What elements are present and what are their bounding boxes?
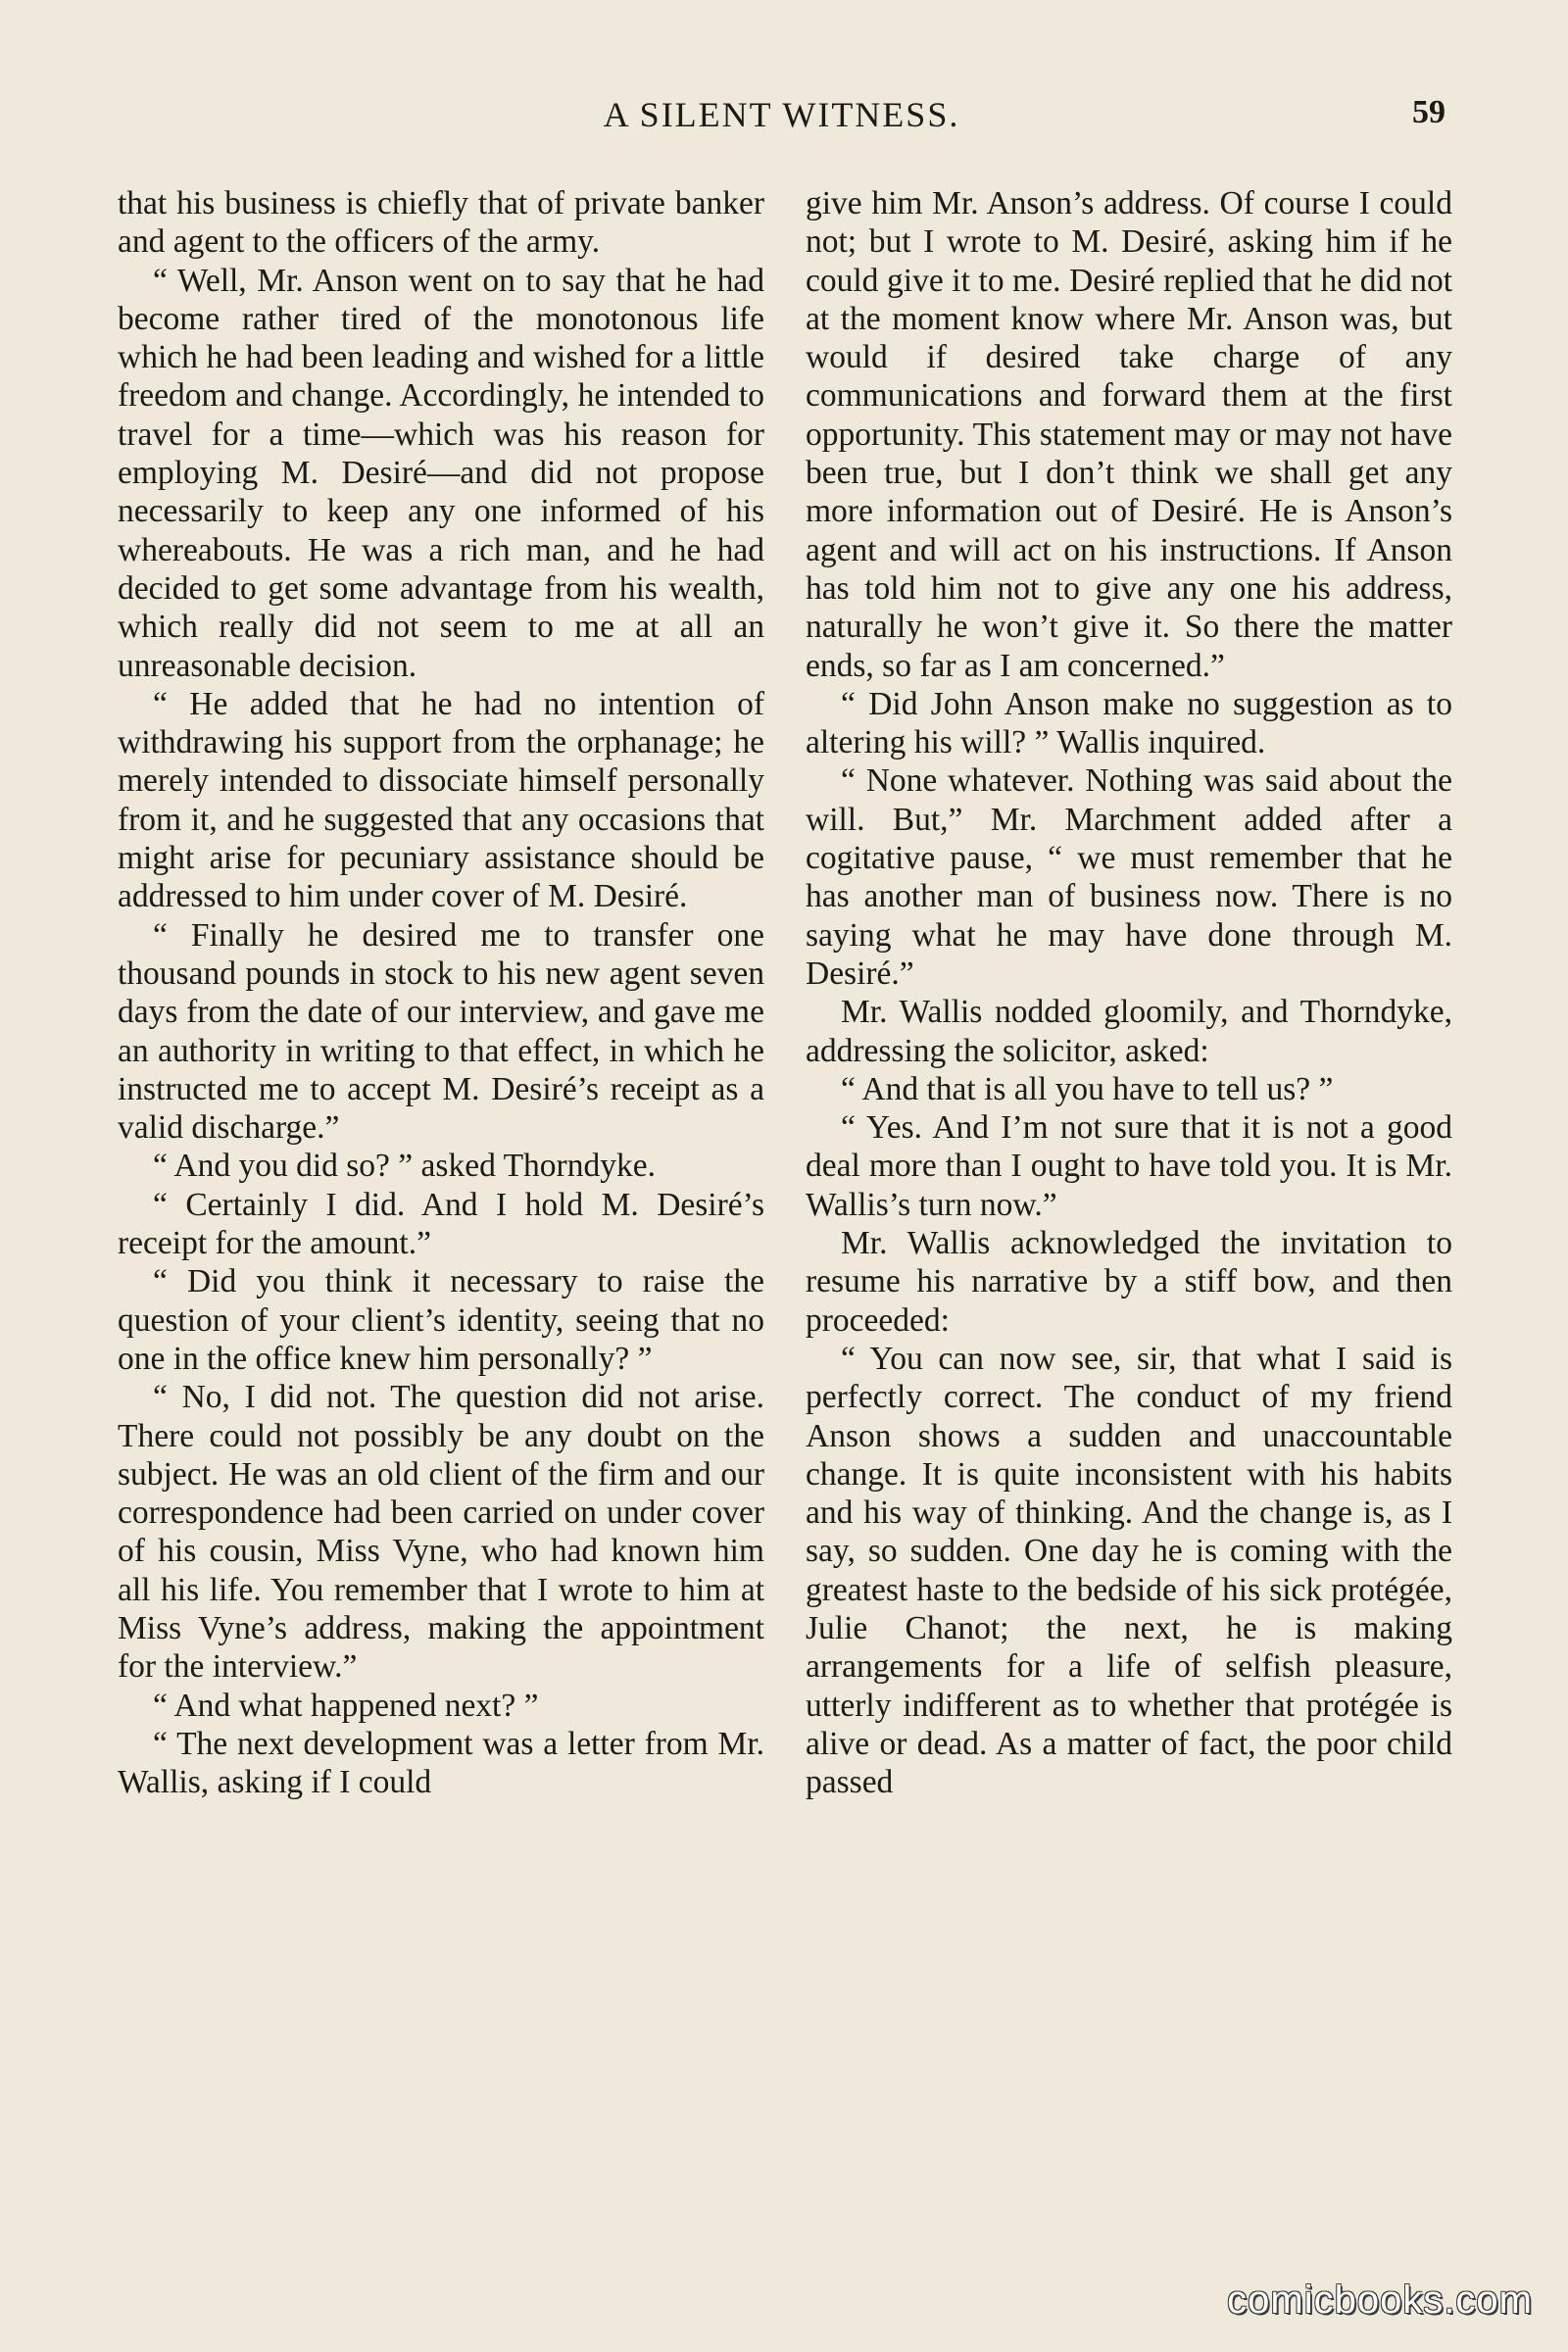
paragraph: “ Well, Mr. Anson went on to say that he had become rather tired of the monotonous life which he had been leading and wished for a little freedom and change. Accordingly, he intended to travel for a time—which was his reason for employing M. Desiré—and did not propose necessarily to keep any one informed of his whereabouts. He was a rich man, and he had decided to get some advantage from his wealth, which really did not seem to me at all an unreasonable decision. [118,262,764,684]
watermark: comicbooks.com [1227,2278,1533,2322]
running-head: A SILENT WITNESS. [603,95,960,134]
paragraph: “ And that is all you have to tell us? ” [841,1070,1334,1107]
paragraph: “ Finally he desired me to transfer one thousand pounds in stock to his new agent seven days from the date of our interview, and gave me an authority in writing to that effect, in which he instructed me to accept M. Desiré’s receipt as a valid discharge.” [118,916,764,1147]
paragraph: “ No, I did not. The question did not arise. There could not possibly be any doubt on the subject. He was an old client of the firm and our correspondence had been carried on under cover of his cousin, Miss Vyne, who had known him all his life. You remember that I wrote to him at Miss Vyne’s address, making the appointment for the interview.” [118,1379,764,1686]
paragraph: Mr. Wallis nodded gloomily, and Thorndyke, addressing the solicitor, asked: [806,994,1452,1069]
paragraph: “ Did you think it necessary to raise the question of your client’s identity, seeing that no one in the office knew him personally? ” [118,1263,764,1377]
left-column [118,184,764,1801]
paragraph: “ And what happened next? ” [153,1687,539,1724]
paragraph: “ Yes. And I’m not sure that it is not a good deal more than I ought to have told you. It is Mr. Wallis’s turn now.” [806,1109,1452,1223]
paragraph: “ The next development was a letter from Mr. Wallis, asking if I could [118,1725,764,1801]
paragraph: Mr. Wallis acknowledged the invitation to resume his narrative by a stiff bow, and then proceeded: [806,1225,1452,1339]
right-column [806,184,1452,1801]
page-number: 59 [1412,94,1446,130]
paragraph: give him Mr. Anson’s address. Of course I could not; but I wrote to M. Desiré, asking him if he could give it to me. Desiré replied that he did not at the moment know where Mr. Anson was, but would if desired take charge of any communications and forward them at the first opportunity. This statement may or may not have been true, but I don’t think we shall get any more information out of Desiré. He is Anson’s agent and will act on his instructions. If Anson has told him not to give any one his address, naturally he won’t give it. So there the matter ends, so far as I am concerned.” [806,185,1452,684]
paragraph: “ None whatever. Nothing was said about the will. But,” Mr. Marchment added after a cogitative pause, “ we must remember that he has another man of business now. There is no saying what he may have done through M. Desiré.” [806,762,1452,992]
page-header [118,94,1446,153]
paragraph: “ You can now see, sir, that what I said is perfectly correct. The conduct of my friend Anson shows a sudden and unaccountable change. It is quite inconsistent with his habits and his way of thinking. And the change is, as I say, so sudden. One day he is coming with the greatest haste to the bedside of his sick protégée, Julie Chanot; the next, he is making arrangements for a life of selfish pleasure, utterly indifferent as to whether that protégée is alive or dead. As a matter of fact, the poor child passed [806,1340,1452,1801]
paragraph: that his business is chiefly that of private banker and agent to the officers of the army. [118,185,764,261]
paragraph: “ He added that he had no intention of withdrawing his support from the orphanage; he merely intended to dissociate himself personally from it, and he suggested that any occasions that might arise for pecuniary assistance should be addressed to him under cover of M. Desiré. [118,685,764,915]
paragraph: “ And you did so? ” asked Thorndyke. [153,1148,656,1185]
paragraph: “ Did John Anson make no suggestion as to altering his will? ” Wallis inquired. [806,685,1452,761]
paragraph: “ Certainly I did. And I hold M. Desiré’s receipt for the amount.” [118,1186,764,1262]
